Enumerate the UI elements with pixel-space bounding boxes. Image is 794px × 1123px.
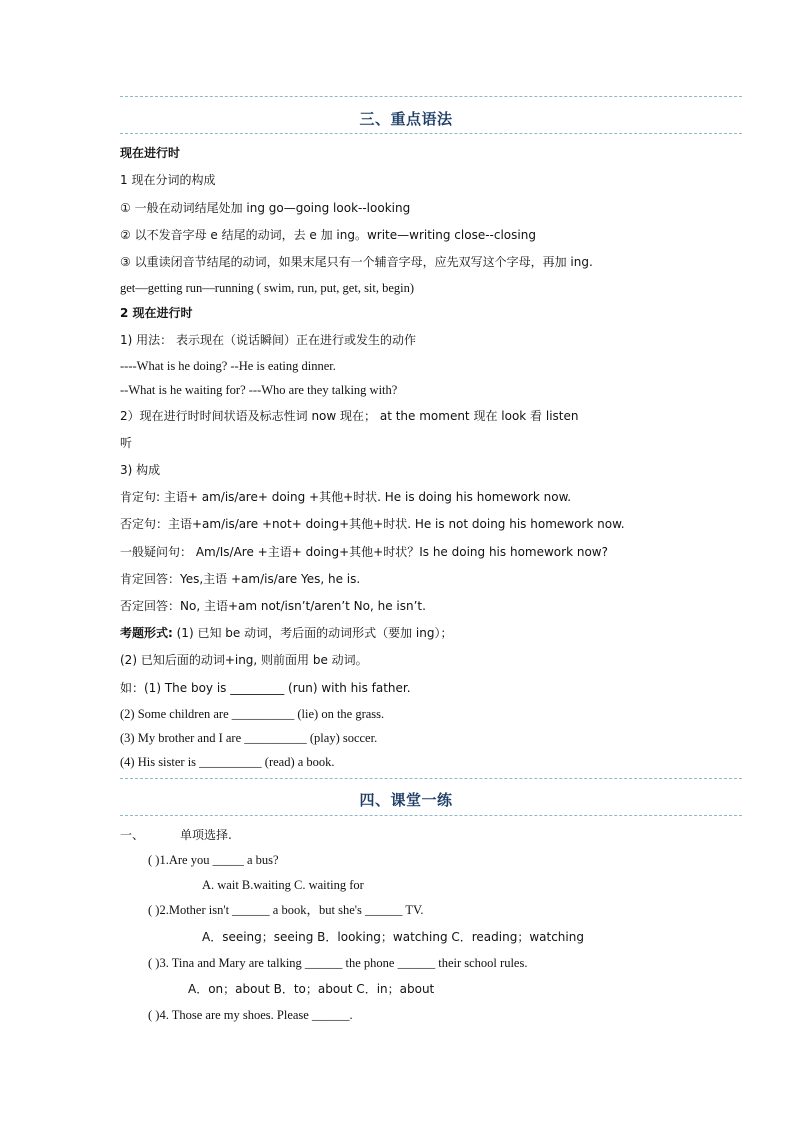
question-stem: ( )3. Tina and Mary are talking ______ the phone ______ their school rules. — [148, 956, 528, 970]
exam-form-line — [120, 625, 452, 641]
separator — [120, 815, 742, 816]
text-line: 1) 用法： 表示现在（说话瞬间）正在进行或发生的动作 — [120, 333, 416, 347]
example-line: (3) My brother and I are __________ (play) soccer. — [120, 731, 378, 745]
example-line: (2) Some children are __________ (lie) on the grass. — [120, 707, 385, 721]
question-options: A．on；about B．to；about C．in；about — [188, 982, 435, 996]
text-line: 否定句：主语+am/is/are +not+ doing+其他+时状. He is not doing his homework now. — [120, 517, 625, 531]
separator — [120, 778, 742, 779]
subtitle: 现在进行时 — [120, 146, 181, 160]
text-line: 一般疑问句： Am/Is/Are +主语+ doing+其他+时状？Is he doing his homework now? — [120, 545, 608, 559]
text-line: ----What is he doing? --He is eating dinner. — [120, 359, 336, 373]
section-heading-grammar: 三、重点语法 — [359, 110, 453, 128]
text-line: 肯定句: 主语+ am/is/are+ doing +其他+时状. He is doing his homework now. — [120, 490, 572, 504]
text-line: 否定回答：No, 主语+am not/isn’t/aren’t No, he isn’t. — [120, 599, 426, 613]
question-stem: ( )1.Are you _____ a bus? — [148, 853, 279, 867]
text-line: 1 现在分词的构成 — [120, 173, 216, 187]
question-stem: ( )4. Those are my shoes. Please ______. — [148, 1008, 353, 1022]
text-line: (2) 已知后面的动词+ing, 则前面用 be 动词。 — [120, 653, 368, 667]
part-heading — [120, 827, 232, 843]
text-line: ③ 以重读闭音节结尾的动词，如果末尾只有一个辅音字母，应先双写这个字母，再加 ing. — [120, 255, 593, 269]
text-line: 3) 构成 — [120, 463, 161, 477]
text-line: 听 — [120, 436, 133, 450]
text-line: 2 现在进行时 — [120, 306, 193, 320]
text-line: get—getting run—running ( swim, run, put, get, sit, begin) — [120, 281, 415, 295]
text-line: ② 以不发音字母 e 结尾的动词，去 e 加 ing。write—writing close--closing — [120, 228, 536, 242]
question-options: A．seeing；seeing B．looking；watching C．reading；watching — [202, 930, 584, 944]
part-label: 一、 — [120, 828, 145, 842]
text-line: --What is he waiting for? ---Who are they talking with? — [120, 383, 398, 397]
exam-form-label: 考题形式: — [120, 626, 173, 640]
separator-top — [120, 96, 742, 97]
section-heading-practice: 四、课堂一练 — [359, 791, 453, 809]
text-line: ① 一般在动词结尾处加 ing go—going look--looking — [120, 201, 411, 215]
text-line: 肯定回答：Yes,主语 +am/is/are Yes, he is. — [120, 572, 361, 586]
example-line: (4) His sister is __________ (read) a book. — [120, 755, 335, 769]
exam-form-text: (1) 已知 be 动词，考后面的动词形式（要加 ing）； — [172, 626, 453, 640]
separator — [120, 133, 742, 134]
question-options: A. wait B.waiting C. waiting for — [202, 878, 364, 892]
text-line: 2）现在进行时时间状语及标志性词 now 现在； at the moment 现在 look 看 listen — [120, 409, 579, 423]
example-line: 如：(1) The boy is _________ (run) with his father. — [120, 681, 411, 695]
question-stem: ( )2.Mother isn't ______ a book，but she's ______ TV. — [148, 903, 424, 917]
part-title: 单项选择. — [180, 828, 232, 842]
